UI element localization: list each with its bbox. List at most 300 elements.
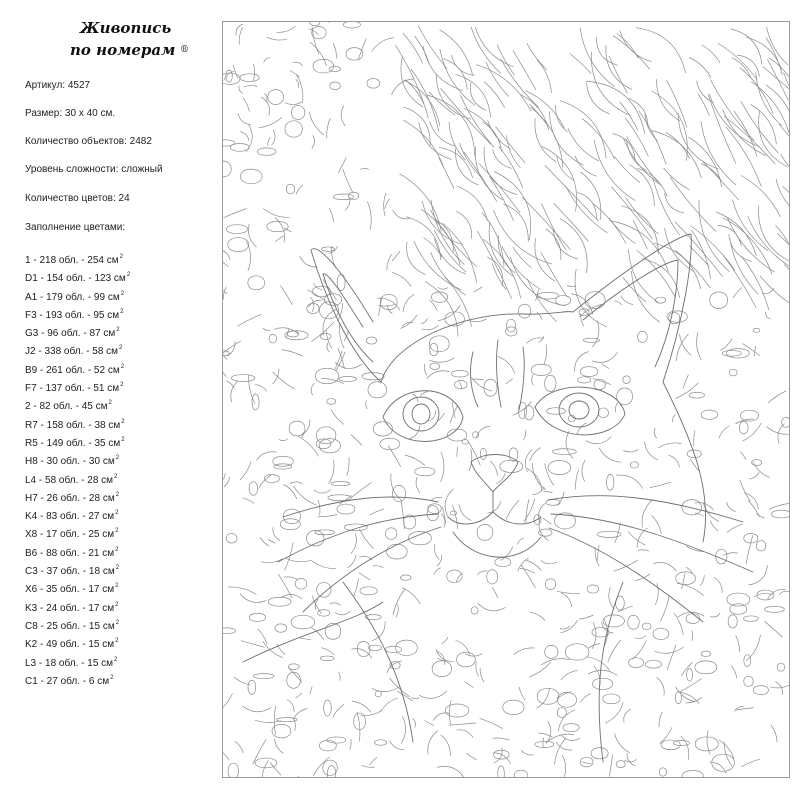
texture-stroke — [582, 118, 615, 159]
texture-stroke — [432, 497, 443, 500]
texture-stroke — [457, 186, 488, 221]
texture-stroke — [501, 59, 539, 108]
size-text: Размер: 30 х 40 см. — [25, 108, 116, 119]
texture-stroke — [457, 730, 474, 738]
texture-stroke — [401, 315, 418, 329]
texture-stroke — [614, 301, 622, 305]
texture-stroke — [293, 708, 307, 719]
texture-stroke — [760, 276, 789, 304]
texture-stroke — [587, 585, 599, 593]
texture-stroke — [535, 118, 556, 162]
texture-stroke — [545, 464, 554, 486]
texture-stroke — [719, 426, 730, 439]
legend-row: H8 - 30 обл. - 30 $см^2$ — [25, 455, 120, 468]
texture-stroke — [714, 577, 722, 593]
texture-stroke — [553, 449, 577, 455]
texture-stroke — [324, 700, 332, 716]
texture-stroke — [687, 669, 693, 681]
texture-stroke — [522, 198, 570, 250]
texture-stroke — [623, 376, 630, 384]
texture-stroke — [285, 102, 302, 105]
texture-stroke — [462, 440, 469, 444]
texture-stroke — [301, 419, 310, 435]
texture-stroke — [740, 452, 746, 460]
texture-stroke — [223, 140, 234, 146]
texture-stroke — [360, 587, 377, 595]
texture-stroke — [701, 121, 736, 185]
texture-stroke — [529, 662, 551, 677]
texture-stroke — [548, 461, 571, 475]
texture-stroke — [311, 628, 324, 640]
texture-stroke — [739, 421, 748, 434]
texture-stroke — [777, 663, 785, 671]
texture-stroke — [765, 606, 785, 612]
texture-stroke — [507, 135, 521, 168]
texture-stroke — [470, 83, 486, 111]
legend-row: R5 - 149 обл. - 35 $см^2$ — [25, 436, 125, 449]
brand-line-1: Живопись — [80, 19, 172, 37]
texture-stroke — [223, 694, 232, 713]
texture-stroke — [296, 185, 303, 195]
legend-row: 1 - 218 обл. - 254 $см^2$ — [25, 254, 123, 266]
texture-stroke — [456, 211, 472, 239]
texture-stroke — [397, 691, 413, 701]
texture-stroke — [527, 469, 542, 492]
texture-stroke — [565, 644, 589, 660]
texture-stroke — [441, 452, 444, 482]
texture-stroke — [723, 255, 756, 307]
whisker-left-2 — [278, 514, 438, 562]
texture-stroke — [366, 400, 368, 409]
texture-stroke — [676, 334, 688, 361]
texture-stroke — [554, 203, 589, 241]
texture-stroke — [240, 132, 249, 141]
texture-stroke — [749, 565, 768, 585]
texture-stroke — [262, 760, 268, 777]
texture-stroke — [372, 566, 383, 568]
texture-stroke — [255, 385, 266, 392]
texture-stroke — [620, 31, 652, 62]
texture-stroke — [312, 26, 326, 38]
forehead-stripe-3 — [519, 347, 524, 410]
texture-stroke — [598, 545, 600, 560]
texture-stroke — [252, 394, 259, 410]
legend-row: K4 - 83 обл. - 27 $см^2$ — [25, 510, 119, 523]
texture-stroke — [527, 279, 556, 322]
texture-stroke — [609, 56, 628, 94]
texture-stroke — [270, 763, 281, 776]
texture-stroke — [543, 738, 544, 748]
texture-stroke — [263, 208, 289, 217]
texture-stroke — [722, 350, 741, 356]
legend-row: C8 - 25 обл. - 15 $см^2$ — [25, 619, 120, 632]
texture-stroke — [540, 561, 557, 564]
texture-stroke — [563, 724, 579, 732]
texture-stroke — [775, 682, 782, 695]
texture-stroke — [457, 447, 458, 457]
texture-stroke — [479, 164, 520, 213]
texture-stroke — [557, 692, 576, 707]
texture-stroke — [473, 432, 479, 438]
texture-stroke — [620, 102, 638, 131]
texture-stroke — [273, 456, 294, 466]
texture-stroke — [710, 613, 720, 617]
texture-stroke — [771, 725, 777, 742]
texture-stroke — [682, 500, 702, 515]
texture-stroke — [240, 461, 251, 480]
texture-stroke — [279, 439, 288, 441]
texture-stroke — [560, 218, 587, 273]
texture-stroke — [557, 157, 574, 180]
texture-stroke — [318, 500, 320, 515]
texture-stroke — [727, 502, 736, 511]
texture-stroke — [240, 594, 266, 603]
texture-stroke — [726, 349, 749, 358]
texture-stroke — [392, 251, 400, 261]
texture-stroke — [653, 562, 676, 570]
legend-row: X6 - 35 обл. - 17 $см^2$ — [25, 583, 119, 596]
texture-stroke — [665, 193, 684, 213]
texture-stroke — [783, 186, 789, 233]
left-arm-outline — [243, 602, 383, 662]
texture-stroke — [373, 422, 392, 436]
texture-stroke — [741, 101, 779, 153]
texture-stroke — [576, 469, 579, 489]
legend-row: C3 - 37 обл. - 18 $см^2$ — [25, 565, 120, 578]
texture-stroke — [616, 761, 625, 768]
legend-row: B9 - 261 обл. - 52 $см^2$ — [25, 363, 125, 376]
legend-row: D1 - 154 обл. - 123 $см^2$ — [25, 272, 131, 285]
texture-stroke — [248, 224, 256, 247]
texture-stroke — [726, 127, 761, 186]
texture-stroke — [744, 676, 753, 686]
texture-stroke — [239, 27, 243, 45]
texture-stroke — [484, 379, 497, 396]
legend-row: J2 - 338 обл. - 58 $см^2$ — [25, 345, 123, 358]
texture-stroke — [630, 462, 638, 468]
texture-stroke — [401, 716, 406, 743]
texture-stroke — [310, 42, 327, 66]
texture-stroke — [425, 721, 434, 726]
texture-stroke — [290, 482, 303, 484]
texture-stroke — [753, 686, 768, 695]
texture-stroke — [532, 375, 534, 386]
texture-stroke — [307, 303, 319, 313]
texture-stroke — [698, 94, 710, 116]
texture-stroke — [357, 712, 360, 741]
texture-stroke — [731, 666, 737, 679]
texture-stroke — [594, 666, 600, 685]
texture-stroke — [352, 701, 371, 712]
texture-stroke — [655, 647, 684, 653]
texture-stroke — [248, 680, 256, 694]
texture-stroke — [526, 560, 541, 571]
texture-stroke — [723, 553, 737, 556]
texture-stroke — [387, 254, 392, 270]
texture-stroke — [661, 740, 680, 750]
texture-stroke — [625, 759, 637, 762]
texture-stroke — [284, 485, 297, 500]
texture-stroke — [675, 222, 723, 277]
legend-row: L3 - 18 обл. - 15 $см^2$ — [25, 656, 118, 669]
texture-stroke — [244, 86, 258, 88]
texture-stroke — [341, 105, 345, 126]
legend-row: X8 - 17 обл. - 25 $см^2$ — [25, 528, 119, 541]
texture-stroke — [610, 221, 668, 272]
texture-stroke — [406, 217, 441, 260]
texture-stroke — [523, 430, 526, 440]
texture-stroke — [582, 460, 585, 481]
texture-stroke — [587, 657, 610, 672]
texture-stroke — [518, 304, 530, 318]
texture-stroke — [592, 678, 612, 689]
texture-stroke — [482, 213, 504, 267]
texture-stroke — [235, 741, 244, 753]
texture-stroke — [740, 68, 773, 114]
texture-stroke — [393, 589, 405, 616]
texture-stroke — [535, 741, 554, 747]
texture-stroke — [753, 328, 760, 332]
texture-stroke — [498, 766, 505, 777]
texture-stroke — [603, 694, 620, 704]
texture-stroke — [429, 358, 454, 362]
texture-stroke — [295, 578, 306, 589]
texture-stroke — [424, 364, 426, 376]
texture-stroke — [492, 263, 506, 290]
texture-stroke — [629, 658, 644, 668]
texture-stroke — [351, 482, 372, 497]
texture-stroke — [450, 511, 457, 515]
registered-mark: ® — [180, 45, 189, 55]
right-eye-iris — [569, 401, 589, 419]
texture-stroke — [586, 436, 612, 443]
legend-row: F3 - 193 обл. - 95 $см^2$ — [25, 308, 124, 321]
texture-stroke — [781, 154, 789, 184]
texture-stroke — [503, 700, 524, 714]
texture-stroke — [297, 436, 318, 456]
texture-stroke — [419, 691, 447, 699]
texture-stroke — [645, 442, 659, 461]
texture-stroke — [614, 156, 640, 182]
texture-stroke — [537, 60, 552, 93]
texture-stroke — [550, 111, 584, 165]
texture-stroke — [258, 629, 268, 645]
texture-stroke — [387, 544, 408, 559]
texture-stroke — [746, 535, 753, 564]
texture-stroke — [776, 226, 790, 270]
texture-stroke — [537, 312, 542, 320]
texture-stroke — [432, 661, 451, 677]
texture-stroke — [447, 570, 462, 583]
texture-stroke — [226, 225, 247, 234]
texture-stroke — [653, 628, 669, 639]
texture-stroke — [731, 29, 762, 65]
texture-stroke — [682, 771, 703, 777]
texture-stroke — [223, 628, 235, 634]
texture-stroke — [367, 202, 371, 230]
texture-stroke — [757, 590, 774, 600]
texture-stroke — [509, 448, 518, 461]
texture-stroke — [370, 757, 378, 765]
texture-stroke — [561, 593, 572, 607]
texture-stroke — [372, 621, 385, 641]
texture-stroke — [487, 570, 498, 584]
texture-stroke — [233, 65, 238, 78]
texture-stroke — [452, 505, 457, 529]
legend-row: R7 - 158 обл. - 38 $см^2$ — [25, 418, 125, 431]
texture-stroke — [524, 499, 535, 522]
texture-stroke — [577, 423, 587, 435]
texture-stroke — [223, 341, 241, 353]
texture-stroke — [768, 391, 786, 403]
texture-stroke — [425, 282, 458, 337]
texture-stroke — [765, 312, 770, 319]
texture-stroke — [736, 708, 754, 710]
texture-stroke — [580, 694, 590, 703]
texture-stroke — [393, 485, 406, 501]
texture-stroke — [473, 287, 482, 292]
texture-stroke — [736, 635, 740, 652]
brand-line-2: по номерам — [70, 41, 176, 59]
texture-stroke — [310, 686, 312, 694]
texture-stroke — [488, 501, 501, 513]
info-panel — [0, 0, 222, 800]
texture-stroke — [264, 58, 271, 63]
texture-stroke — [520, 568, 535, 573]
texture-stroke — [339, 377, 357, 382]
texture-stroke — [689, 137, 722, 187]
texture-stroke — [327, 399, 336, 405]
texture-stroke — [638, 331, 648, 342]
texture-stroke — [480, 718, 503, 728]
texture-stroke — [333, 43, 336, 58]
texture-stroke — [415, 467, 435, 476]
texture-stroke — [465, 682, 474, 688]
texture-stroke — [754, 346, 755, 356]
texture-stroke — [478, 603, 506, 611]
texture-stroke — [681, 736, 689, 760]
texture-stroke — [675, 383, 698, 399]
texture-stroke — [261, 559, 283, 563]
texture-stroke — [490, 461, 497, 476]
texture-stroke — [249, 375, 255, 404]
texture-stroke — [575, 156, 597, 176]
texture-stroke — [296, 693, 302, 698]
colors-count-text: Количество цветов: 24 — [25, 193, 130, 204]
texture-stroke — [403, 107, 430, 146]
texture-stroke — [697, 81, 714, 103]
article-text: Артикул: 4527 — [25, 80, 91, 91]
texture-stroke — [622, 206, 659, 254]
legend-row: G3 - 96 обл. - 87 $см^2$ — [25, 327, 120, 340]
texture-stroke — [430, 121, 455, 146]
texture-stroke — [546, 500, 560, 506]
texture-stroke — [318, 515, 337, 517]
texture-stroke — [318, 610, 330, 617]
texture-stroke — [427, 95, 475, 156]
texture-stroke — [314, 490, 331, 493]
texture-stroke — [468, 441, 481, 466]
texture-stroke — [756, 540, 765, 551]
texture-stroke — [275, 739, 284, 754]
texture-stroke — [741, 759, 760, 767]
texture-stroke — [448, 723, 476, 725]
texture-stroke — [756, 72, 782, 125]
texture-stroke — [291, 105, 304, 119]
texture-stroke — [659, 443, 682, 448]
texture-stroke — [464, 108, 500, 143]
texture-stroke — [268, 540, 275, 544]
texture-stroke — [539, 336, 544, 343]
texture-stroke — [299, 638, 311, 640]
texture-stroke — [430, 210, 477, 267]
texture-stroke — [776, 179, 789, 215]
texture-stroke — [437, 766, 464, 777]
texture-stroke — [223, 747, 229, 760]
texture-stroke — [328, 495, 351, 501]
texture-stroke — [223, 250, 230, 260]
texture-stroke — [471, 607, 478, 614]
texture-stroke — [779, 591, 789, 594]
texture-stroke — [533, 487, 545, 495]
texture-stroke — [741, 256, 769, 310]
texture-stroke — [642, 259, 680, 298]
fill-heading: Заполнение цветами: — [25, 222, 126, 233]
texture-stroke — [677, 583, 704, 596]
texture-stroke — [504, 204, 529, 241]
texture-stroke — [727, 593, 750, 606]
difficulty-text: Уровень сложности: сложный — [25, 164, 163, 175]
texture-stroke — [527, 43, 547, 70]
texture-stroke — [253, 739, 267, 764]
texture-stroke — [514, 770, 528, 777]
texture-stroke — [369, 645, 382, 650]
texture-stroke — [689, 58, 711, 78]
texture-stroke — [526, 499, 529, 524]
texture-stroke — [392, 272, 411, 286]
texture-stroke — [615, 402, 617, 412]
texture-stroke — [642, 623, 651, 630]
texture-stroke — [667, 645, 676, 670]
texture-stroke — [609, 587, 615, 609]
texture-stroke — [224, 477, 230, 487]
texture-stroke — [293, 62, 303, 66]
texture-stroke — [579, 304, 602, 317]
texture-stroke — [521, 565, 535, 588]
coloring-canvas — [222, 21, 790, 778]
texture-stroke — [519, 687, 525, 700]
texture-stroke — [366, 337, 376, 344]
texture-stroke — [343, 22, 360, 28]
texture-stroke — [654, 428, 657, 438]
texture-stroke — [427, 371, 450, 379]
texture-stroke — [431, 200, 464, 265]
texture-stroke — [751, 104, 777, 144]
texture-stroke — [246, 242, 250, 271]
texture-stroke — [784, 264, 789, 311]
texture-stroke — [445, 277, 472, 327]
texture-stroke — [710, 292, 728, 309]
texture-stroke — [267, 37, 288, 40]
texture-stroke — [623, 277, 646, 302]
texture-stroke — [449, 700, 451, 724]
left-eye-pupil — [403, 397, 439, 431]
left-eye-iris — [412, 404, 430, 424]
texture-stroke — [777, 233, 789, 261]
texture-stroke — [621, 296, 633, 305]
texture-stroke — [429, 300, 437, 311]
texture-stroke — [636, 28, 686, 73]
